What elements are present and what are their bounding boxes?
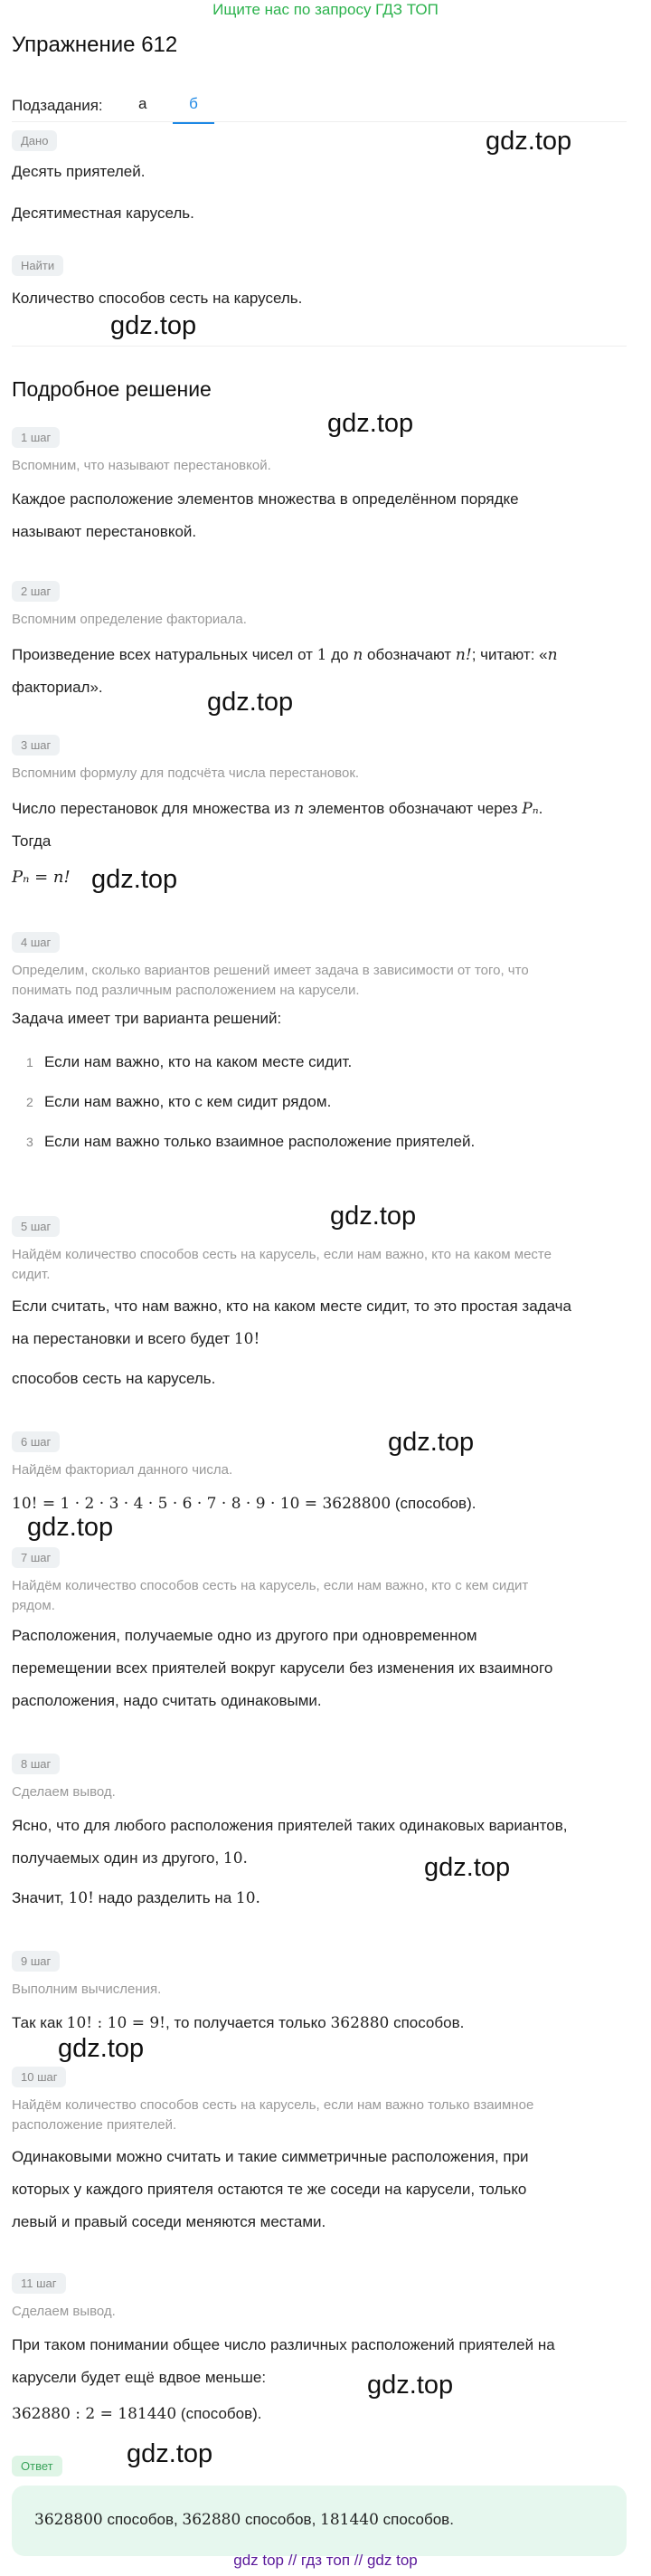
step-11-badge: 11 шаг (12, 2273, 66, 2294)
step-7-badge: 7 шаг (12, 1547, 60, 1568)
answer-box (12, 2486, 627, 2556)
step-10-text-2: которых у каждого приятеля остаются те же соседи на карусели, только (12, 2181, 527, 2198)
step-1-text-1: Каждое расположение элементов множества в определённом порядке (12, 490, 519, 508)
step-2-text-2: факториал». (12, 679, 103, 696)
watermark: gdz.top (58, 2034, 145, 2063)
step-8-text-1: Ясно, что для любого расположения приятелей таких одинаковых вариантов, (12, 1817, 568, 1834)
step-6-badge: 6 шаг (12, 1431, 60, 1452)
step-6-formula: 10! = 1 · 2 · 3 · 4 · 5 · 6 · 7 · 8 · 9 · 10 = 3628800 (способов). (12, 1495, 476, 1513)
step-5-text-1: Если считать, что нам важно, кто на каком месте сидит, то это простая задача (12, 1298, 571, 1315)
step-10-text-1: Одинаковыми можно считать и такие симметричные расположения, при (12, 2148, 529, 2165)
watermark: gdz.top (327, 409, 414, 438)
list-item: 3 Если нам важно только взаимное расположение приятелей. (26, 1133, 476, 1150)
step-10-text-3: левый и правый соседи меняются местами. (12, 2213, 326, 2230)
given-badge: Дано (12, 130, 57, 151)
step-10-hint-1: Найдём количество способов сесть на карусель, если нам важно только взаимное (12, 2097, 534, 2113)
variants-list (12, 1042, 627, 1162)
list-item: 2 Если нам важно, кто с кем сидит рядом. (26, 1093, 332, 1110)
step-9-text: Так как 10! : 10 = 9!, то получается только 362880 способов. (12, 2014, 465, 2032)
tab-a[interactable]: а (138, 95, 147, 112)
step-4-text: Задача имеет три варианта решений: (12, 1010, 282, 1027)
find-badge: Найти (12, 255, 63, 276)
subtasks-bar (12, 76, 627, 122)
step-6-hint: Найдём факториал данного числа. (12, 1462, 233, 1478)
footer-separator: // (350, 2552, 367, 2569)
footer-separator: // (284, 2552, 301, 2569)
step-4-hint-1: Определим, сколько вариантов решений имеет задача в зависимости от того, что (12, 963, 529, 978)
step-3-text-1: Число перестановок для множества из n элементов обозначают через Pₙ. (12, 800, 543, 818)
step-10-badge: 10 шаг (12, 2067, 66, 2087)
promo-banner[interactable]: Ищите нас по запросу ГДЗ ТОП (212, 1, 439, 18)
step-8-text-3: Значит, 10! надо разделить на 10. (12, 1889, 260, 1907)
step-9-badge: 9 шаг (12, 1951, 60, 1972)
step-11-formula: 362880 : 2 = 181440 (способов). (12, 2405, 262, 2423)
step-2-hint: Вспомним определение факториала. (12, 612, 247, 627)
watermark: gdz.top (388, 1428, 475, 1457)
given-line-1: Десять приятелей. (12, 163, 146, 180)
step-2-text-1: Произведение всех натуральных чисел от 1 до n обозначают n!; читают: «n (12, 646, 558, 664)
page-title: Упражнение 612 (12, 33, 178, 57)
divider (12, 346, 627, 347)
step-5-text-3: способов сесть на карусель. (12, 1370, 216, 1387)
step-11-text-2: карусели будет ещё вдвое меньше: (12, 2369, 267, 2386)
step-3-badge: 3 шаг (12, 735, 60, 756)
watermark: gdz.top (207, 688, 294, 717)
footer-link-2[interactable]: гдз топ (300, 2552, 351, 2569)
step-5-hint-2: сидит. (12, 1267, 51, 1282)
step-7-hint-2: рядом. (12, 1598, 55, 1613)
step-1-hint: Вспомним, что называют перестановкой. (12, 458, 271, 473)
answer-text: 3628800 способов, 362880 способов, 181440 способов. (34, 2511, 454, 2529)
answer-badge: Ответ (12, 2456, 62, 2476)
list-item: 1 Если нам важно, кто на каком месте сидит. (26, 1053, 353, 1070)
step-3-hint: Вспомним формулу для подсчёта числа перестановок. (12, 765, 360, 781)
step-8-hint: Сделаем вывод. (12, 1784, 116, 1800)
watermark: gdz.top (367, 2371, 454, 2400)
step-1-text-2: называют перестановкой. (12, 523, 197, 540)
step-7-text-2: перемещении всех приятелей вокруг карусели без изменения их взаимного (12, 1659, 553, 1677)
step-4-hint-2: понимать под различным расположением на карусели. (12, 983, 360, 998)
step-7-hint-1: Найдём количество способов сесть на карусель, если нам важно, кто с кем сидит (12, 1578, 529, 1593)
footer-links (0, 2552, 651, 2570)
step-11-text-1: При таком понимании общее число различных расположений приятелей на (12, 2336, 555, 2353)
subtasks-label: Подзадания: (12, 97, 103, 114)
watermark: gdz.top (27, 1513, 114, 1542)
watermark: gdz.top (486, 127, 572, 156)
step-5-hint-1: Найдём количество способов сесть на карусель, если нам важно, кто на каком месте (12, 1247, 552, 1262)
step-10-hint-2: расположение приятелей. (12, 2117, 177, 2133)
watermark: gdz.top (127, 2439, 213, 2468)
find-line: Количество способов сесть на карусель. (12, 290, 303, 307)
step-7-text-3: расположения, надо считать одинаковыми. (12, 1692, 322, 1709)
step-1-badge: 1 шаг (12, 427, 60, 448)
watermark: gdz.top (330, 1202, 417, 1231)
watermark: gdz.top (91, 865, 178, 894)
step-5-text-2: на перестановки и всего будет 10! (12, 1330, 260, 1348)
step-5-badge: 5 шаг (12, 1216, 60, 1237)
tab-b[interactable]: б (173, 95, 214, 124)
step-9-hint: Выполним вычисления. (12, 1982, 162, 1997)
step-4-badge: 4 шаг (12, 932, 60, 953)
step-11-hint: Сделаем вывод. (12, 2304, 116, 2319)
footer-link-3[interactable]: gdz top (366, 2552, 418, 2569)
step-8-badge: 8 шаг (12, 1754, 60, 1774)
step-2-badge: 2 шаг (12, 581, 60, 602)
step-3-text-2: Тогда (12, 832, 52, 850)
step-3-formula: Pₙ = n! (12, 868, 71, 887)
given-line-2: Десятиместная карусель. (12, 204, 194, 222)
watermark: gdz.top (424, 1853, 511, 1882)
watermark: gdz.top (110, 311, 197, 340)
footer-link-1[interactable]: gdz top (233, 2552, 285, 2569)
solution-title: Подробное решение (12, 377, 212, 401)
step-7-text-1: Расположения, получаемые одно из другого при одновременном (12, 1627, 477, 1644)
step-8-text-2: получаемых один из другого, 10. (12, 1849, 248, 1868)
